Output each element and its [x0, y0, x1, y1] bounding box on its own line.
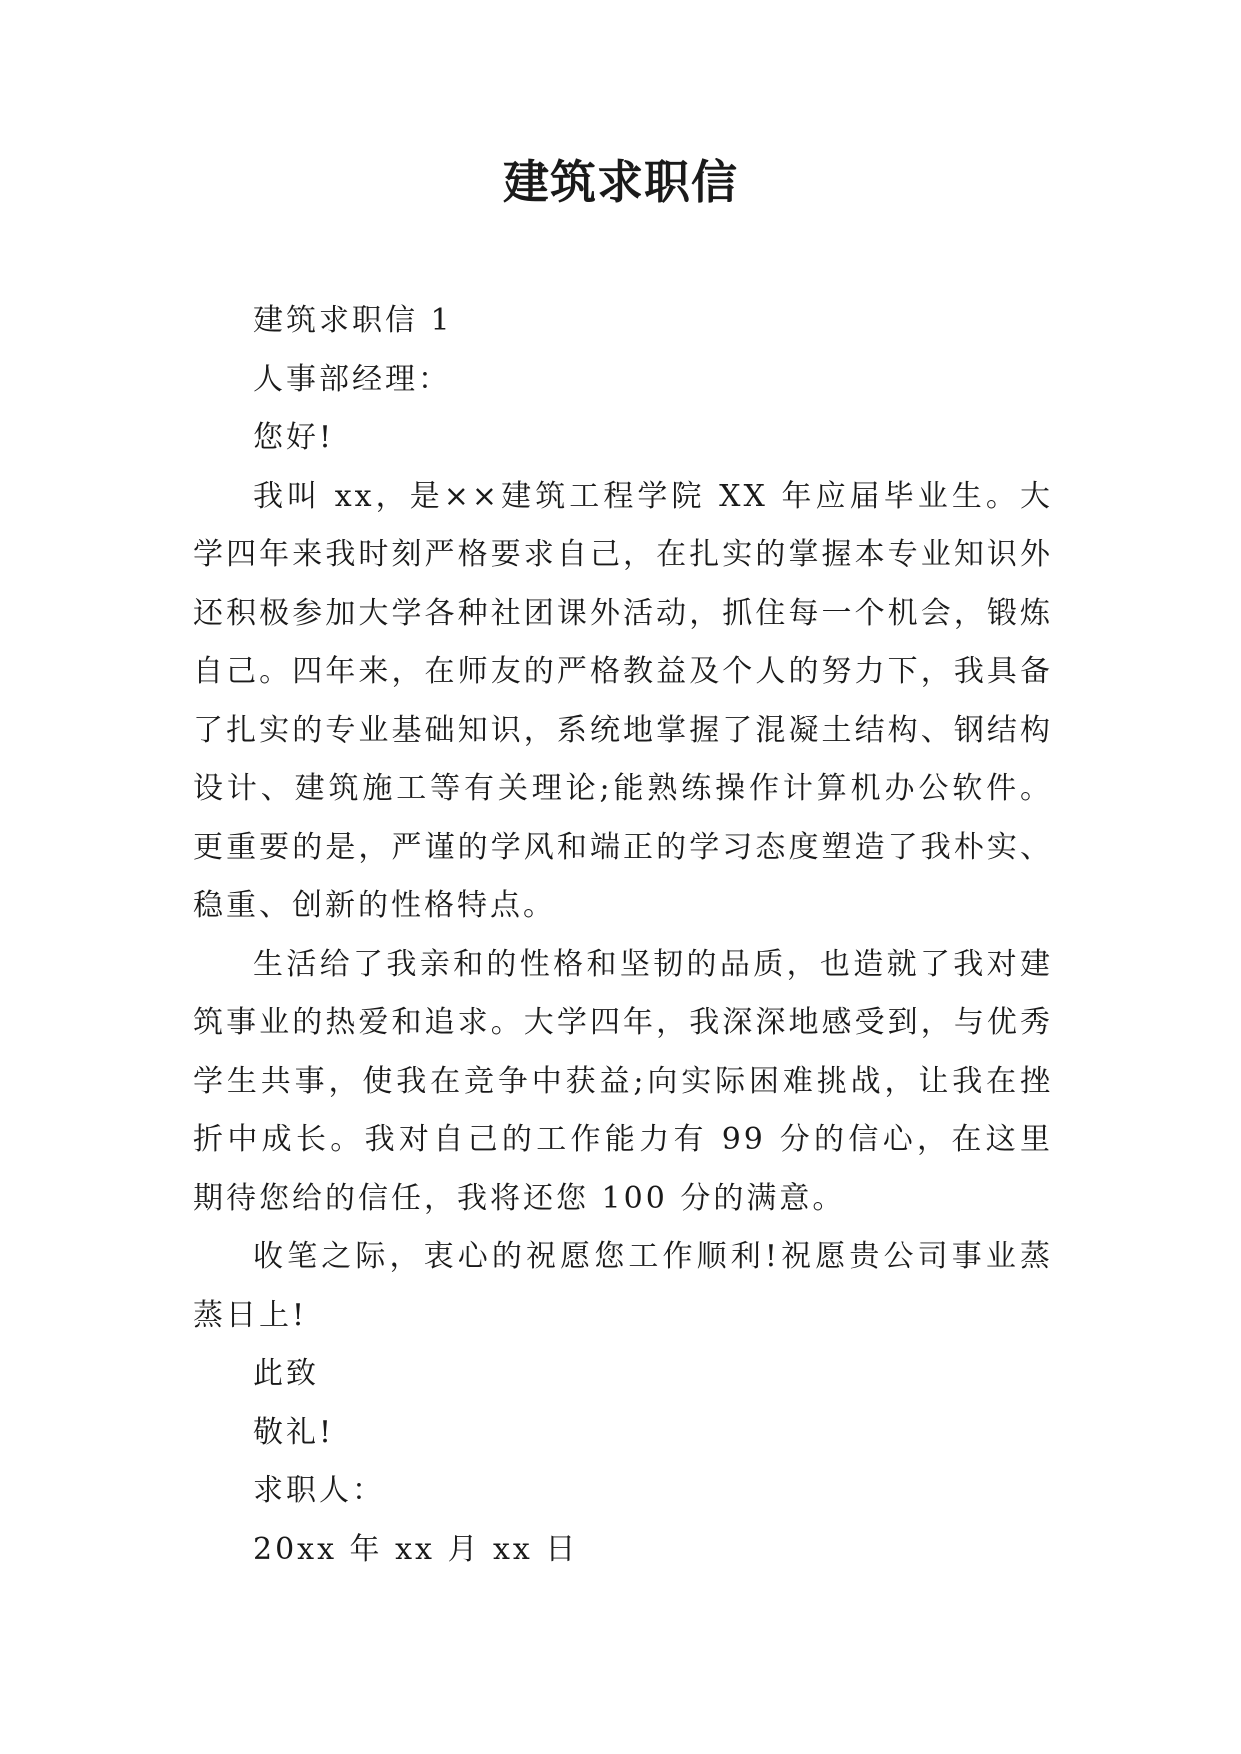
document-body — [193, 292, 1053, 1579]
body-paragraph-closing: 收笔之际，衷心的祝愿您工作顺利!祝愿贵公司事业蒸蒸日上! — [193, 1239, 1053, 1333]
closing-phrase: 此致 — [253, 1356, 319, 1391]
date-line: 20xx 年 xx 月 xx 日 — [253, 1531, 579, 1567]
body-paragraph-character: 生活给了我亲和的性格和坚韧的品质，也造就了我对建筑事业的热爱和追求。大学四年，我深深地感受到，与优秀学生共事，使我在竞争中获益;向实际困难挑战，让我在挫折中成长。我对自己的工作能力有 99 分的信心，在这里期待您给的信任，我将还您 100 分的满意。 — [193, 946, 1053, 1216]
greeting: 您好! — [253, 420, 335, 455]
closing-salute: 敬礼! — [253, 1414, 335, 1450]
signature-label: 求职人： — [253, 1473, 385, 1508]
body-paragraph-intro: 我叫 xx，是××建筑工程学院 XX 年应届毕业生。大学四年来我时刻严格要求自己，在扎实的掌握本专业知识外还积极参加大学各种社团课外活动，抓住每一个机会，锻炼自己。四年来，在师友的严格教益及个人的努力下，我具备了扎实的专业基础知识，系统地掌握了混凝土结构、钢结构设计、建筑施工等有关理论;能熟练操作计算机办公软件。更重要的是，严谨的学风和端正的学习态度塑造了我朴实、稳重、创新的性格特点。 — [193, 478, 1053, 923]
subtitle-line: 建筑求职信 1 — [253, 303, 453, 338]
salutation: 人事部经理： — [253, 361, 451, 397]
document-title: 建筑求职信 — [503, 155, 738, 209]
